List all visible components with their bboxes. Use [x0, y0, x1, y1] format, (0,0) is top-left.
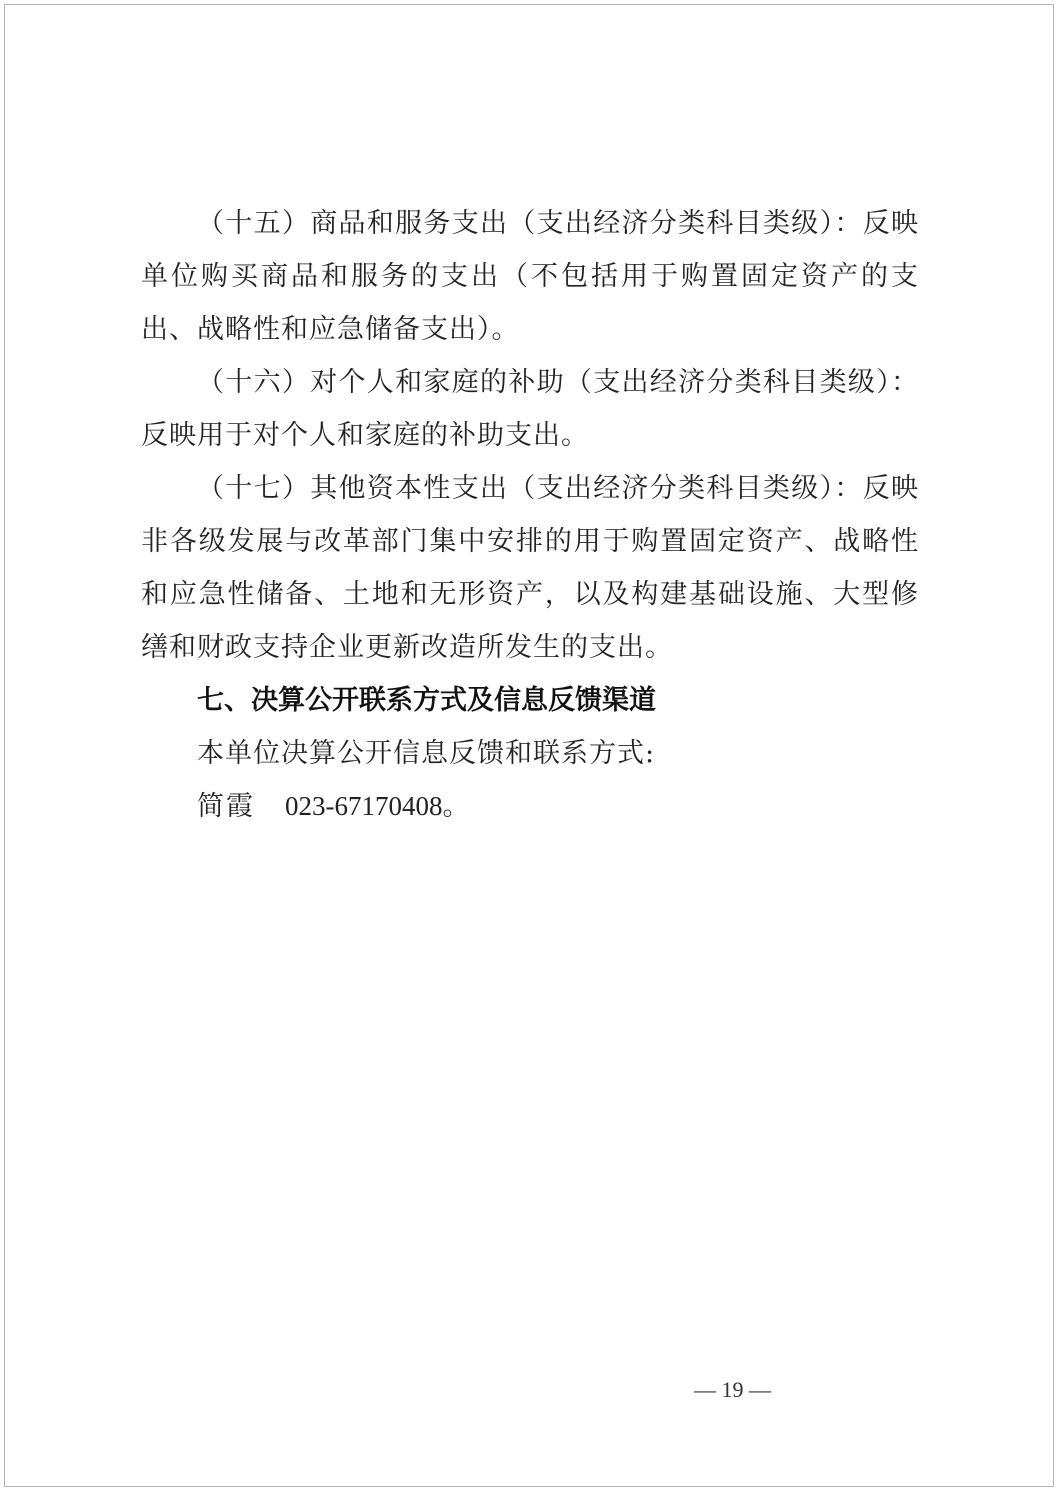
document-body — [141, 197, 919, 833]
paragraph-item-17: （十七）其他资本性支出（支出经济分类科目类级）：反映非各级发展与改革部门集中安排的用于购置固定资产、战略性和应急性储备、土地和无形资产，以及构建基础设施、大型修缮和财政支持企业更新改造所发生的支出。 — [141, 473, 919, 663]
contact-intro: 本单位决算公开信息反馈和联系方式: — [197, 738, 656, 769]
page-number: — 19 — — [694, 1377, 771, 1402]
contact-phone: 023-67170408。 — [285, 791, 470, 821]
section-heading: 七、决算公开联系方式及信息反馈渠道 — [197, 685, 656, 716]
paragraph-item-15: （十五）商品和服务支出（支出经济分类科目类级）：反映单位购买商品和服务的支出（不包括用于购置固定资产的支出、战略性和应急储备支出）。 — [141, 208, 919, 345]
paragraph-item-16: （十六）对个人和家庭的补助（支出经济分类科目类级）：反映用于对个人和家庭的补助支出。 — [141, 367, 919, 451]
contact-line — [141, 780, 919, 833]
contact-name: 简霞 — [197, 791, 255, 822]
